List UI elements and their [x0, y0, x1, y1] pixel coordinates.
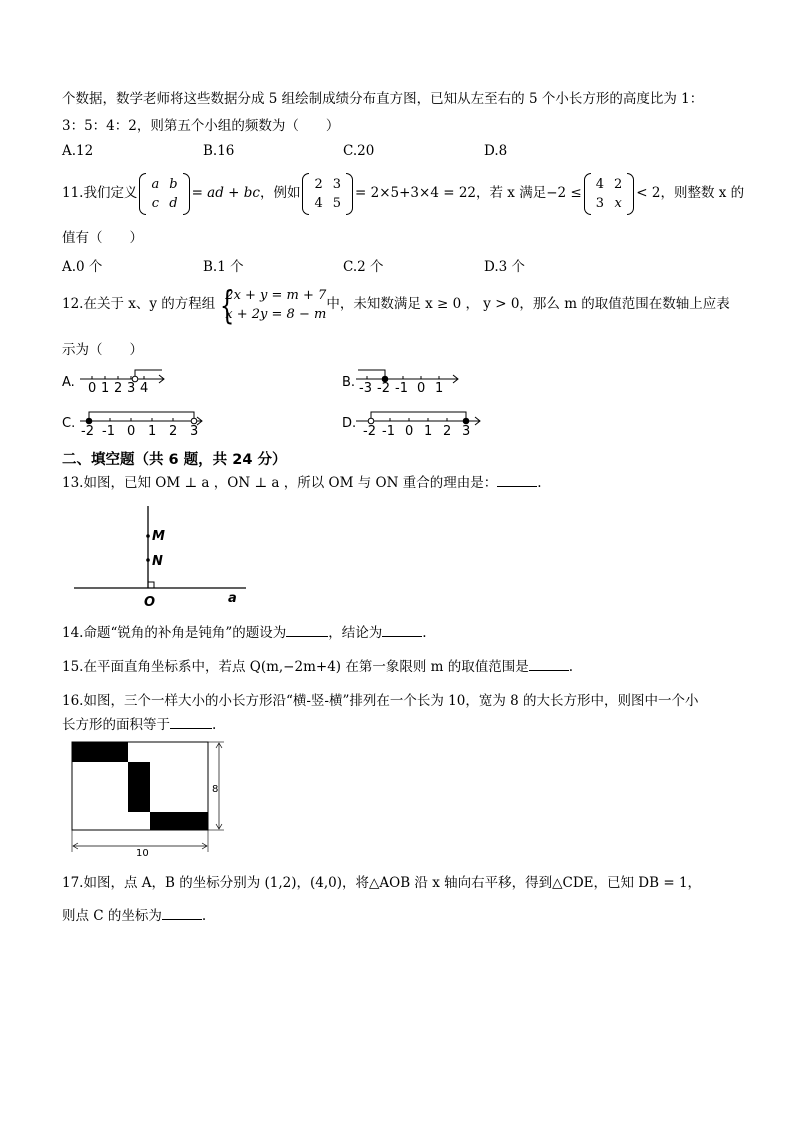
q11-line2: 值有（ ） [62, 230, 143, 246]
svg-text:2: 2 [443, 424, 452, 439]
line-a-label: a [228, 591, 237, 606]
q11-def-matrix: a b c d [139, 175, 189, 213]
q11-option-c[interactable]: C.2 个 [343, 259, 384, 275]
svg-text:-1: -1 [102, 424, 115, 439]
section-fill-blank-heading: 二、填空题（共 6 题，共 24 分） [62, 452, 287, 468]
q11-example-label: ，例如 [259, 185, 301, 201]
small-rectangle-bottom [150, 812, 208, 830]
svg-text:3: 3 [462, 424, 471, 439]
svg-text:3: 3 [190, 424, 199, 439]
svg-text:4: 4 [140, 381, 149, 396]
svg-text:-2: -2 [81, 424, 94, 439]
q12-line2: 示为（ ） [62, 342, 143, 358]
q11-suffix: ，则整数 x 的 [660, 185, 745, 201]
q11-cond-right: < 2 [636, 185, 661, 201]
q16-line2: 长方形的面积等于 . [62, 717, 217, 733]
q17-line2: 则点 C 的坐标为 . [62, 908, 207, 924]
q16-figure [66, 738, 236, 858]
svg-text:3: 3 [127, 381, 136, 396]
width-label: 10 [136, 848, 149, 858]
svg-text:1: 1 [435, 381, 444, 396]
q12-option-d-letter: D. [342, 416, 357, 431]
q12-eq1: 2x + y = m + 7 [225, 287, 327, 303]
q12-eq2: x + 2y = 8 − m [225, 306, 327, 322]
q12-option-d[interactable] [342, 412, 480, 439]
q10-option-d[interactable]: D.8 [484, 143, 508, 159]
svg-text:0: 0 [417, 381, 426, 396]
svg-text:1: 1 [148, 424, 157, 439]
q17-answer-blank[interactable] [162, 907, 202, 920]
q11-line1 [62, 172, 744, 214]
q12-equation-system: { 2x + y = m + 7 x + 2y = 8 − m [220, 282, 327, 327]
q11-cond-matrix: 4 2 3 x [584, 175, 635, 213]
q10-option-b[interactable]: B.16 [203, 143, 235, 159]
q12-option-a[interactable] [62, 370, 164, 396]
q11-example-rhs: = 2×5+3×4 = 22 [355, 185, 476, 201]
q11-prefix: 11.我们定义 [62, 185, 138, 201]
svg-text:-1: -1 [382, 424, 395, 439]
svg-text:1: 1 [101, 381, 110, 396]
height-label: 8 [212, 784, 219, 795]
svg-text:-1: -1 [395, 381, 408, 396]
svg-text:-2: -2 [363, 424, 376, 439]
q12-option-b-letter: B. [342, 375, 356, 390]
q14-conclusion-blank[interactable] [382, 624, 422, 637]
q11-option-b[interactable]: B.1 个 [203, 259, 244, 275]
q11-option-a[interactable]: A.0 个 [62, 259, 103, 275]
q10-line1: 个数据，数学老师将这些数据分成 5 组绘制成绩分布直方图，已知从左至右的 5 个小长方形的高度比为 1： [62, 91, 704, 107]
q12-option-c-letter: C. [62, 416, 76, 431]
point-n-label: N [152, 554, 163, 569]
q12-prefix: 12.在关于 x、y 的方程组 [62, 296, 216, 312]
q10-line2: 3：5：4：2，则第五个小组的频数为（ ） [62, 118, 340, 134]
q12-line1 [62, 283, 730, 325]
q11-def-rhs: = ad + bc [191, 185, 260, 201]
q11-cond-left: −2 ≤ [546, 185, 582, 201]
q12-suffix: 中，未知数满足 x ≥ 0 ， y > 0，那么 m 的取值范围在数轴上应表 [326, 296, 730, 312]
q13-text-line: 13.如图，已知 OM ⊥ a ，ON ⊥ a ，所以 OM 与 ON 重合的理由是： . [62, 475, 542, 491]
q13-figure [70, 502, 260, 612]
q11-option-d[interactable]: D.3 个 [484, 259, 526, 275]
q14-line: 14.命题“锐角的补角是钝角”的题设为 ，结论为 . [62, 625, 427, 641]
q14-hypothesis-blank[interactable] [286, 624, 328, 637]
svg-text:0: 0 [405, 424, 414, 439]
q16-line1: 16.如图，三个一样大小的小长方形沿“横-竖-横”排列在一个长为 10，宽为 8 的大长方形中，则图中一个小 [62, 693, 699, 709]
point-m-label: M [152, 529, 165, 544]
svg-text:1: 1 [424, 424, 433, 439]
small-rectangle-middle [128, 762, 150, 812]
point-o-label: O [144, 595, 156, 610]
q16-answer-blank[interactable] [170, 716, 212, 729]
q10-option-c[interactable]: C.20 [343, 143, 375, 159]
q11-example-matrix: 2 3 4 5 [302, 175, 353, 213]
svg-text:0: 0 [88, 381, 97, 396]
svg-text:0: 0 [127, 424, 136, 439]
small-rectangle-top [72, 742, 128, 762]
q11-cond-text: ，若 x 满足 [476, 185, 547, 201]
svg-text:-2: -2 [377, 381, 390, 396]
q15-line: 15.在平面直角坐标系中，若点 Q(m,−2m+4) 在第一象限则 m 的取值范围是 . [62, 659, 574, 675]
q17-line1: 17.如图，点 A，B 的坐标分别为 (1,2)，(4,0)，将△AOB 沿 x 轴向右平移，得到△CDE，已知 DB = 1， [62, 875, 702, 891]
svg-text:2: 2 [114, 381, 123, 396]
q10-option-a[interactable]: A.12 [62, 143, 94, 159]
q12-c-left-point [86, 418, 92, 424]
q15-answer-blank[interactable] [529, 658, 569, 671]
svg-text:-3: -3 [359, 381, 372, 396]
q13-text: 13.如图，已知 OM ⊥ a ，ON ⊥ a ，所以 OM 与 ON 重合的理由是： [62, 475, 498, 491]
q12-d-right-point [463, 418, 469, 424]
q13-answer-blank[interactable] [497, 474, 537, 487]
q12-option-c[interactable] [62, 412, 202, 439]
q12-number-lines [60, 364, 760, 444]
q12-option-a-letter: A. [62, 375, 75, 390]
q12-d-left-point [368, 418, 374, 424]
svg-text:2: 2 [169, 424, 178, 439]
q12-option-b[interactable] [342, 370, 458, 396]
q12-c-right-point [191, 418, 197, 424]
